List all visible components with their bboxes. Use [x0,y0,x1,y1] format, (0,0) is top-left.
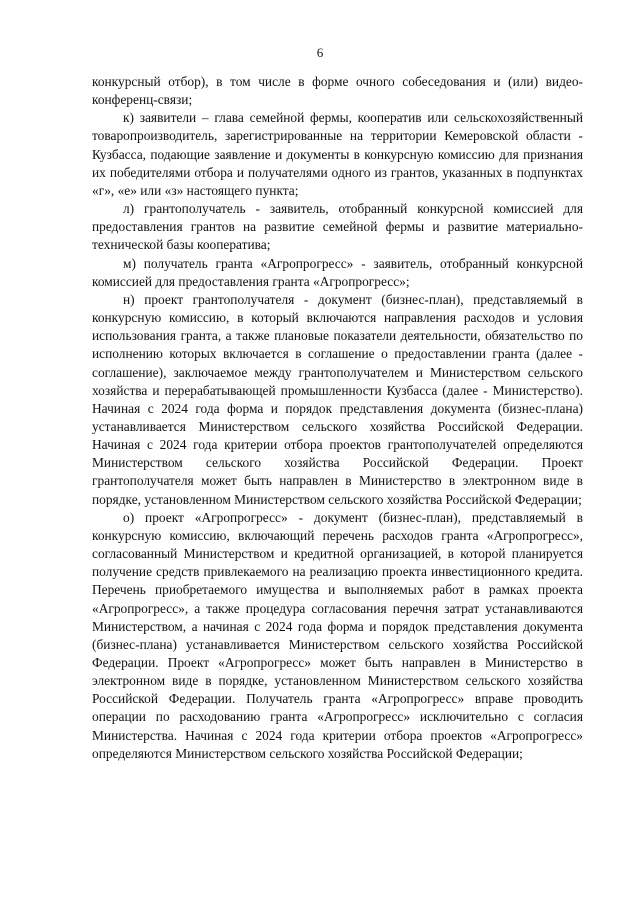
document-body [92,73,583,763]
page-number: 6 [316,45,324,60]
paragraph-item-o: о) проект «Агропрогресс» - документ (бизнес-план), представляемый в конкурсную комиссию, включающий перечень расходов гранта «Агропрогресс», согласованный Министерством и кредитной организацией, в которой планируется получение средств привлекаемого на реализацию проекта инвестиционного кредита. Перечень приобретаемого имущества и выполняемых работ в рамках проекта «Агропрогресс», а также процедура согласования перечня затрат устанавливаются Министерством, а начиная с 2024 года форма и порядок представления документа (бизнес-плана) устанавливается Министерством сельского хозяйства Российской Федерации. Проект «Агропрогресс» может быть направлен в Министерство в электронном виде в порядке, установленном Министерством сельского хозяйства Российской Федерации. Получатель гранта «Агропрогресс» вправе проводить операции по расходованию гранта «Агропрогресс» исключительно с согласия Министерства. Начиная с 2024 года критерии отбора проектов «Агропрогресс» определяются Министерством сельского хозяйства Российской Федерации; [92,509,583,761]
paragraph-item-n: н) проект грантополучателя - документ (бизнес-план), представляемый в конкурсную комиссию, в который включаются направления расходов и условия использования гранта, а также плановые показатели деятельности, обязательство по исполнению которых включается в соглашение о предоставлении гранта (далее - соглашение), заключаемое между грантополучателем и Министерством сельского хозяйства и перерабатывающей промышленности Кузбасса (далее - Министерство). Начиная с 2024 года форма и порядок представления документа (бизнес-плана) устанавливается Министерством сельского хозяйства Российской Федерации. Начиная с 2024 года критерии отбора проектов грантополучателей определяются Министерством сельского хозяйства Российской Федерации. Проект грантополучателя может быть направлен в Министерство в электронном виде в порядке, установленном Министерством сельского хозяйства Российской Федерации; [92,291,583,507]
paragraph-item-k: к) заявители – глава семейной фермы, кооператив или сельскохозяйственный товаропроизводитель, зарегистрированные на территории Кемеровской области - Кузбасса, подающие заявление и документы в конкурсную комиссию для признания их победителями отбора и получателями одного из грантов, указанных в подпунктах «г», «е» или «з» настоящего пункта; [92,110,583,198]
paragraph-item-l: л) грантополучатель - заявитель, отобранный конкурсной комиссией для предоставления грантов на развитие семейной фермы и развитие материально-технической базы кооператива; [92,201,583,253]
paragraph-item-m: м) получатель гранта «Агропрогресс» - заявитель, отобранный конкурсной комиссией для предоставления гранта «Агропрогресс»; [92,255,583,289]
paragraph-continuation: конкурсный отбор), в том числе в форме очного собеседования и (или) видео-конференц-связи; [92,74,583,108]
